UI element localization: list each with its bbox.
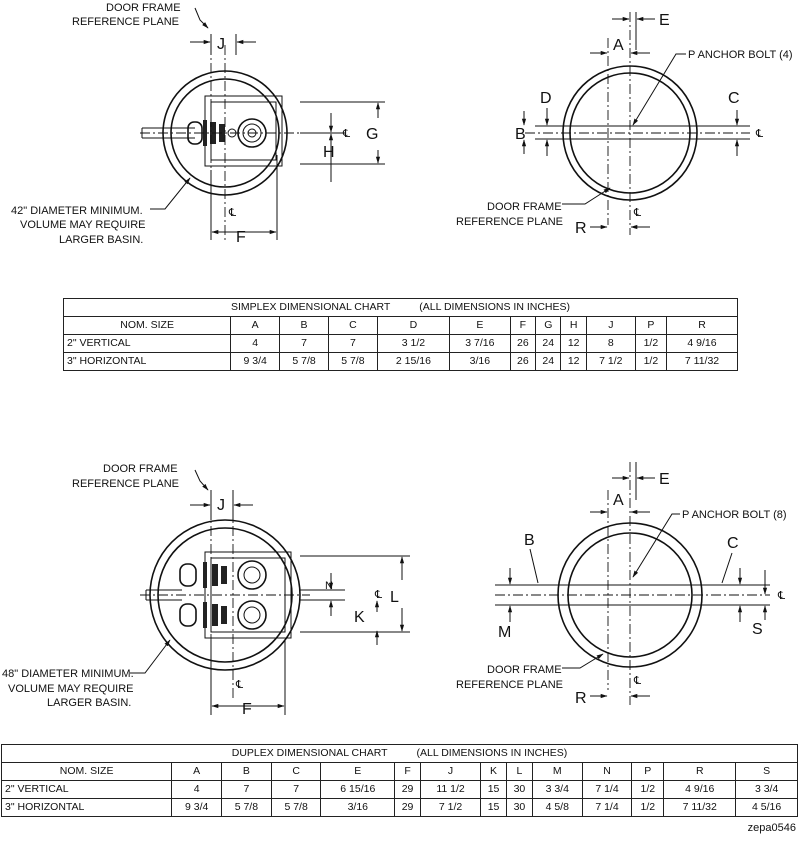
table-cell: 4: [172, 781, 222, 799]
duplex-dim-e: E: [659, 471, 670, 488]
simplex-dim-f: F: [236, 229, 246, 246]
table-header: D: [377, 317, 449, 335]
table-header: P: [632, 763, 664, 781]
table-cell: 7 11/32: [667, 353, 738, 371]
duplex-dim-f: F: [242, 701, 252, 718]
table-header: B: [222, 763, 272, 781]
simplex-door-frame-label: DOOR FRAME REFERENCE PLANE: [72, 2, 181, 28]
table-row: [2, 799, 798, 817]
table-cell: 9 3/4: [231, 353, 280, 371]
duplex-anchor-bolt-label: P ANCHOR BOLT (8): [682, 509, 787, 521]
table-cell: 3 1/2: [377, 335, 449, 353]
table-cell: 8: [586, 335, 635, 353]
table-cell: 26: [510, 353, 535, 371]
table-cell: 5 7/8: [280, 353, 329, 371]
table-cell: 3 3/4: [736, 781, 798, 799]
table-cell: 7: [271, 781, 321, 799]
table-cell: 4 9/16: [664, 781, 736, 799]
table-cell: 9 3/4: [172, 799, 222, 817]
duplex-dim-l: L: [390, 589, 399, 606]
table-cell: 6 15/16: [321, 781, 395, 799]
table-cell: 12: [561, 353, 586, 371]
table-cell: 7: [328, 335, 377, 353]
table-cell: 1/2: [632, 799, 664, 817]
table-cell: 1/2: [632, 781, 664, 799]
table-cell: 4 5/8: [532, 799, 582, 817]
duplex-chart-header-row: [2, 763, 798, 781]
table-header: P: [635, 317, 666, 335]
duplex-centerline-bottom: ℄: [236, 679, 244, 691]
simplex-door-frame-label-right: DOOR FRAME REFERENCE PLANE: [456, 201, 563, 228]
table-header: A: [231, 317, 280, 335]
simplex-dim-e: E: [659, 12, 670, 29]
table-header: E: [321, 763, 395, 781]
table-cell: 5 7/8: [271, 799, 321, 817]
table-cell: 3 3/4: [532, 781, 582, 799]
table-cell: 4 9/16: [667, 335, 738, 353]
table-cell: 3/16: [321, 799, 395, 817]
table-cell: 7: [280, 335, 329, 353]
simplex-dim-c: C: [728, 90, 740, 107]
table-header: J: [421, 763, 481, 781]
simplex-chart-title: SIMPLEX DIMENSIONAL CHART (ALL DIMENSIONS IN INCHES): [64, 299, 738, 317]
table-cell: 2 15/16: [377, 353, 449, 371]
table-header: K: [481, 763, 507, 781]
drawing-code: zepa0546: [747, 822, 796, 834]
duplex-dim-c: C: [727, 535, 739, 552]
table-header: N: [582, 763, 632, 781]
table-header: M: [532, 763, 582, 781]
table-header: F: [510, 317, 535, 335]
table-cell: 24: [536, 335, 561, 353]
duplex-dim-s: S: [752, 621, 763, 638]
duplex-dim-a: A: [613, 492, 624, 509]
table-cell: 4: [231, 335, 280, 353]
table-cell: 5 7/8: [222, 799, 272, 817]
table-cell: 3" HORIZONTAL: [64, 353, 231, 371]
duplex-chart-title: DUPLEX DIMENSIONAL CHART (ALL DIMENSIONS IN INCHES): [2, 745, 798, 763]
table-cell: 1/2: [635, 353, 666, 371]
table-row: [64, 353, 738, 371]
duplex-anchor-centerline-bottom: ℄: [634, 675, 642, 687]
table-cell: 26: [510, 335, 535, 353]
duplex-door-frame-label-right: DOOR FRAME REFERENCE PLANE: [456, 664, 563, 691]
table-cell: 1/2: [635, 335, 666, 353]
table-cell: 29: [395, 781, 421, 799]
duplex-centerline-right: ℄: [375, 589, 383, 601]
table-header: F: [395, 763, 421, 781]
duplex-dimensional-chart: [1, 744, 798, 817]
table-header: G: [536, 317, 561, 335]
table-header: E: [450, 317, 511, 335]
table-cell: 2" VERTICAL: [2, 781, 172, 799]
simplex-dim-j: J: [217, 36, 225, 53]
table-row: [2, 781, 798, 799]
table-header: A: [172, 763, 222, 781]
simplex-dim-a: A: [613, 37, 624, 54]
table-header: C: [271, 763, 321, 781]
simplex-plan-view: [140, 8, 385, 246]
simplex-anchor-bolt-label: P ANCHOR BOLT (4): [688, 49, 793, 61]
table-cell: 12: [561, 335, 586, 353]
table-header: NOM. SIZE: [64, 317, 231, 335]
duplex-dim-m: M: [498, 624, 512, 641]
table-cell: 3 7/16: [450, 335, 511, 353]
table-header: B: [280, 317, 329, 335]
table-row: [64, 335, 738, 353]
simplex-chart-header-row: [64, 317, 738, 335]
table-cell: 3" HORIZONTAL: [2, 799, 172, 817]
table-cell: 2" VERTICAL: [64, 335, 231, 353]
simplex-dim-g: G: [366, 126, 379, 143]
duplex-dim-r: R: [575, 690, 587, 707]
table-header: R: [664, 763, 736, 781]
table-cell: 30: [506, 781, 532, 799]
simplex-dim-b: B: [515, 126, 526, 143]
duplex-dim-b: B: [524, 532, 535, 549]
duplex-door-frame-label: DOOR FRAME REFERENCE PLANE: [72, 463, 179, 490]
table-cell: 24: [536, 353, 561, 371]
simplex-centerline-right: ℄: [343, 128, 351, 140]
table-header: J: [586, 317, 635, 335]
table-cell: 7 11/32: [664, 799, 736, 817]
table-cell: 30: [506, 799, 532, 817]
table-header: C: [328, 317, 377, 335]
duplex-dim-n: N: [325, 580, 333, 592]
duplex-anchor-centerline-right: ℄: [778, 590, 786, 602]
simplex-centerline-bottom: ℄: [229, 207, 237, 219]
duplex-basin-note: 48" DIAMETER MINIMUM. VOLUME MAY REQUIRE LARGER BASIN.: [2, 668, 134, 709]
table-cell: 15: [481, 781, 507, 799]
table-cell: 15: [481, 799, 507, 817]
simplex-dim-r: R: [575, 220, 587, 237]
table-header: L: [506, 763, 532, 781]
table-cell: 7: [222, 781, 272, 799]
simplex-dim-h: H: [323, 144, 335, 161]
table-cell: 4 5/16: [736, 799, 798, 817]
table-header: NOM. SIZE: [2, 763, 172, 781]
table-cell: 7 1/4: [582, 781, 632, 799]
simplex-basin-note: 42" DIAMETER MINIMUM. VOLUME MAY REQUIRE LARGER BASIN.: [11, 205, 146, 246]
table-cell: 7 1/4: [582, 799, 632, 817]
table-header: H: [561, 317, 586, 335]
table-header: S: [736, 763, 798, 781]
duplex-dim-k: K: [354, 609, 365, 626]
simplex-anchor-centerline-right: ℄: [756, 128, 764, 140]
table-cell: 5 7/8: [328, 353, 377, 371]
duplex-plan-view: [130, 470, 410, 718]
table-cell: 11 1/2: [421, 781, 481, 799]
simplex-dim-d: D: [540, 90, 552, 107]
table-cell: 7 1/2: [586, 353, 635, 371]
simplex-dimensional-chart: [63, 298, 738, 371]
table-header: R: [667, 317, 738, 335]
duplex-dim-j: J: [217, 497, 225, 514]
table-cell: 29: [395, 799, 421, 817]
table-cell: 3/16: [450, 353, 511, 371]
table-cell: 7 1/2: [421, 799, 481, 817]
simplex-anchor-centerline-bottom: ℄: [634, 207, 642, 219]
